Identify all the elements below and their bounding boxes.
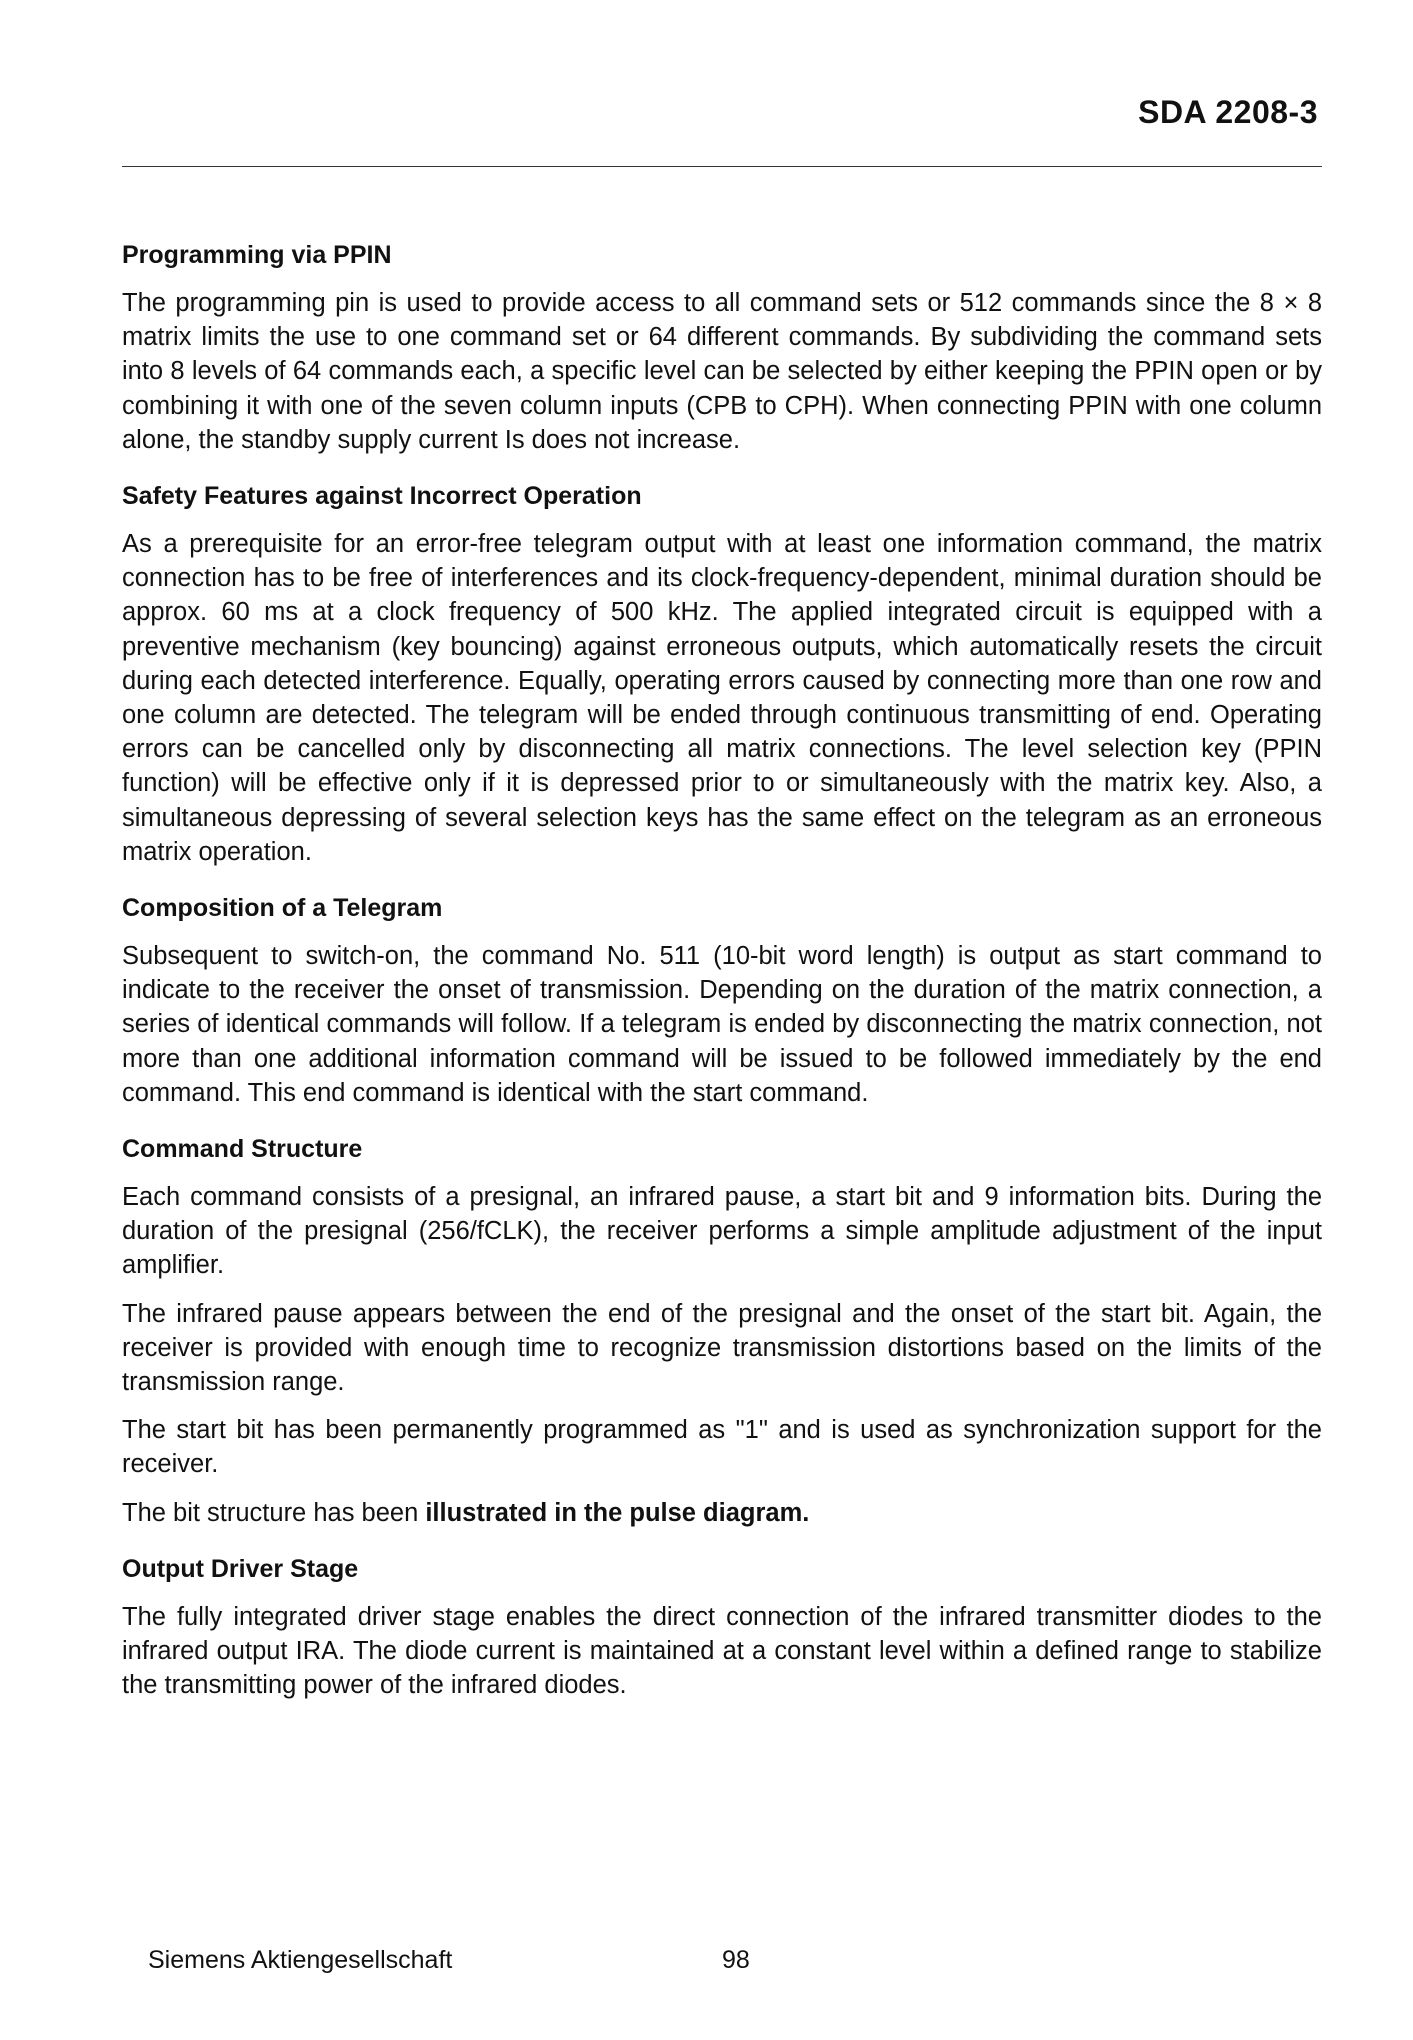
section-heading: Safety Features against Incorrect Operation <box>122 482 642 511</box>
paragraph: As a prerequisite for an error-free telegram output with at least one information command, the matrix connection has to be free of interferences and its clock-frequency-dependent, minimal duration should be approx. 60 ms at a clock frequency of 500 kHz. The applied integrated circuit is equipped with a preventive mechanism (key bouncing) against erroneous outputs, which automatically resets the circuit during each detected interference. Equally, operating errors caused by connecting more than one row and one column are detected. The telegram will be ended through continuous transmitting of end. Operating errors can be cancelled only by disconnecting all matrix connections. The level selection key (PPIN function) will be effective only if it is depressed prior to or simultaneously with the matrix key. Also, a simultaneous depressing of several selection keys has the same effect on the telegram as an erroneous matrix operation. <box>122 530 1322 866</box>
section-programming-via-ppin <box>122 238 1322 457</box>
paragraph: The infrared pause appears between the end of the presignal and the onset of the start bit. Again, the receiver is provided with enough time to recognize transmission distortions based on the limits of the transmission range. <box>122 1299 1322 1397</box>
bit-structure-text: The bit structure has been <box>122 1498 426 1527</box>
footer-company: Siemens Aktiengesellschaft <box>148 1946 453 1974</box>
section-output-driver-stage <box>122 1552 1322 1703</box>
section-heading: Composition of a Telegram <box>122 894 443 923</box>
document-title: SDA 2208-3 <box>1138 94 1318 130</box>
bit-structure-emphasis: illustrated in the pulse diagram. <box>425 1498 810 1527</box>
bit-structure-paragraph <box>122 1496 1322 1530</box>
paragraph: Subsequent to switch-on, the command No. 511 (10-bit word length) is output as start command to indicate to the receiver the onset of transmission. Depending on the duration of the matrix connection, a series of identical commands will follow. If a telegram is ended by disconnecting the matrix connection, not more than one additional information command will be issued to be followed immediately by the end command. This end command is identical with the start command. <box>122 942 1322 1107</box>
section-safety-features <box>122 479 1322 869</box>
page-body <box>122 238 1322 1717</box>
section-heading: Programming via PPIN <box>122 241 392 269</box>
paragraph: The start bit has been permanently programmed as "1" and is used as synchronization support for the receiver. <box>122 1416 1322 1479</box>
section-composition-of-telegram <box>122 891 1322 1110</box>
section-command-structure <box>122 1132 1322 1530</box>
paragraph: Each command consists of a presignal, an infrared pause, a start bit and 9 information bits. During the duration of the presignal (256/fCLK), the receiver performs a simple amplitude adjustment of the input amplifier. <box>122 1183 1322 1280</box>
section-heading: Command Structure <box>122 1135 363 1164</box>
header-divider <box>122 166 1322 167</box>
page-number: 98 <box>722 1946 750 1974</box>
paragraph: The programming pin is used to provide access to all command sets or 512 commands since the 8 × 8 matrix limits the use to one command set or 64 different commands. By subdividing the command sets into 8 levels of 64 commands each, a specific level can be selected by either keeping the PPIN open or by combining it with one of the seven column inputs (CPB to CPH). When connecting PPIN with one column alone, the standby supply current Is does not increase. <box>122 289 1322 454</box>
paragraph: The fully integrated driver stage enables the direct connection of the infrared transmitter diodes to the infrared output IRA. The diode current is maintained at a constant level within a defined range to stabilize the transmitting power of the infrared diodes. <box>122 1602 1322 1700</box>
section-heading: Output Driver Stage <box>122 1554 359 1583</box>
